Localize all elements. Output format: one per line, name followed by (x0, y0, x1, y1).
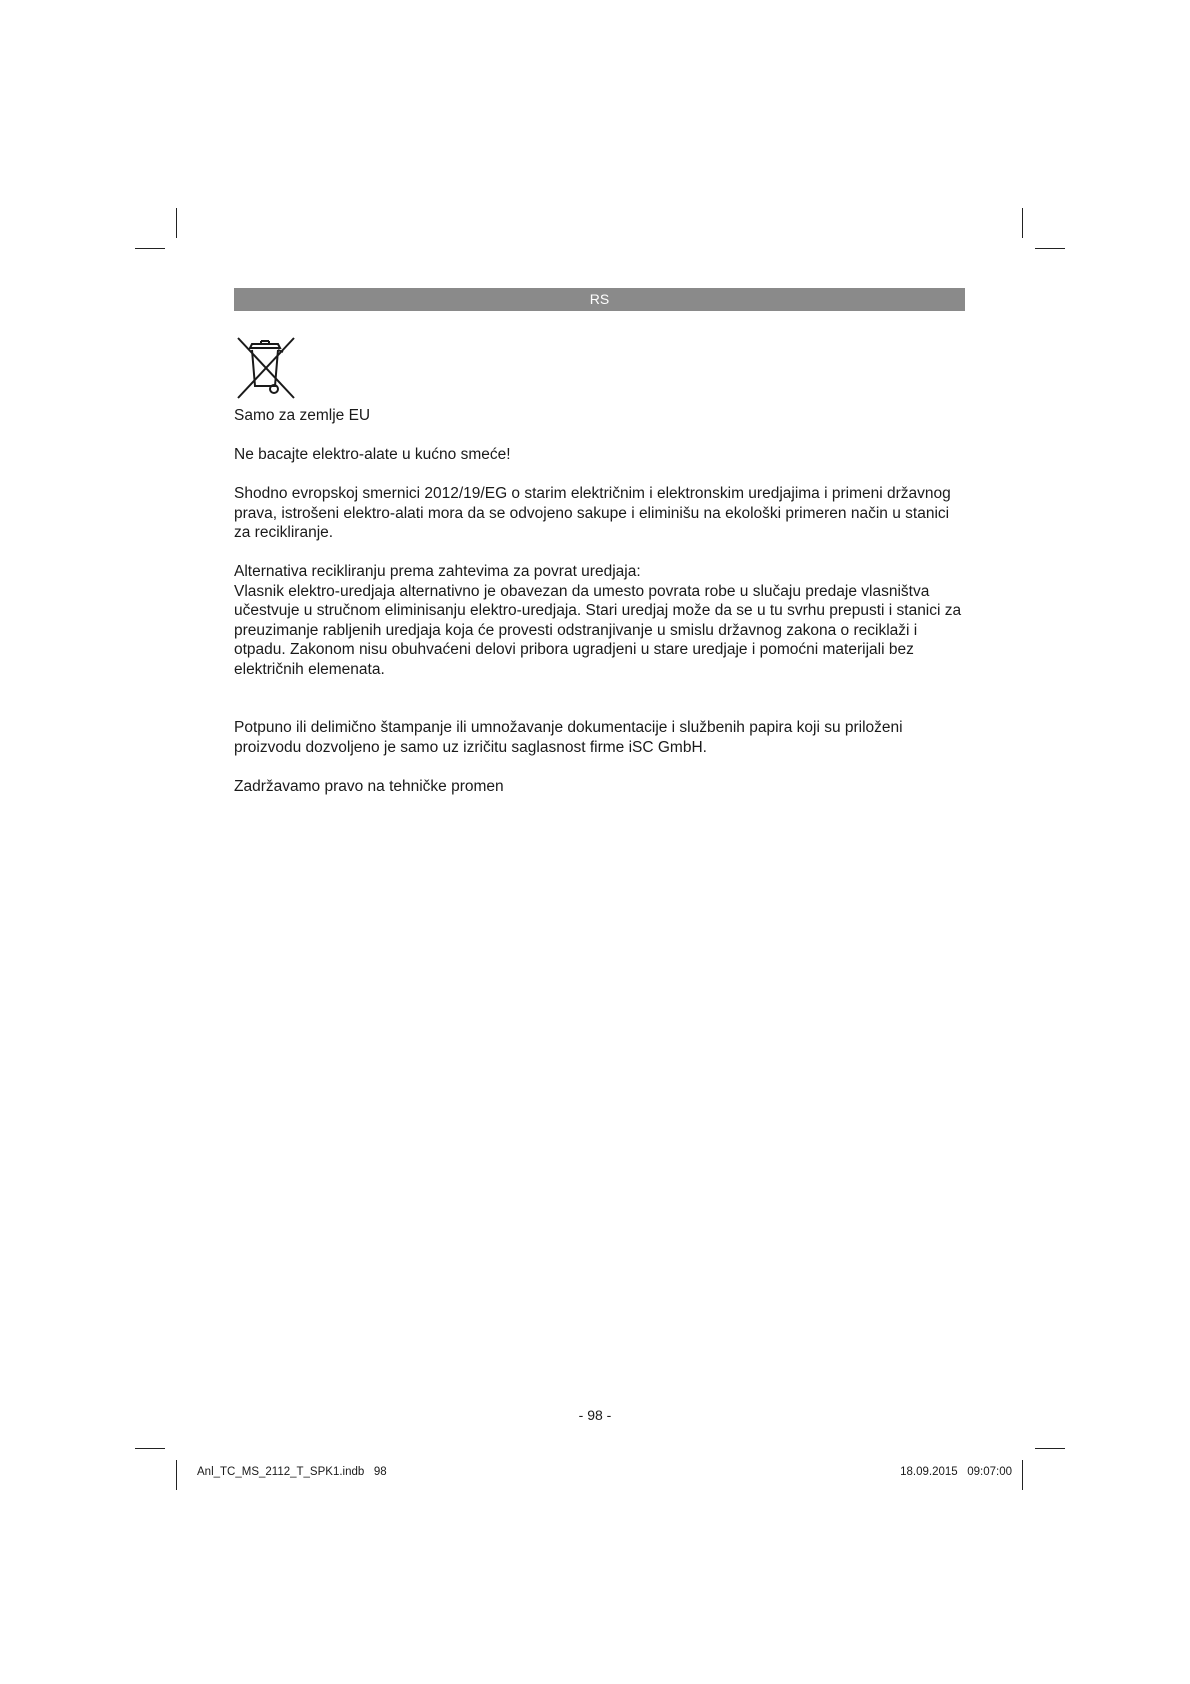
file-slug: Anl_TC_MS_2112_T_SPK1.indb 98 (197, 1466, 387, 1478)
recycling-alternative-heading: Alternativa recikliranju prema zahtevima za povrat uredjaja: (234, 563, 641, 580)
copyright-paragraph: Potpuno ili delimično štampanje ili umnožavanje dokumentacije i službenih papira koji su priloženi proizvodu dozvoljeno je samo uz izričitu saglasnost firme iSC GmbH. (234, 719, 903, 756)
recycling-alternative-body: Vlasnik elektro-uredjaja alternativno je obavezan da umesto povrata robe u slučaju predaje vlasništva učestvuje u stručnom eliminisanju elektro-uredjaja. Stari uredjaj može da se u tu svrhu prepusti i stanici za preuzimanje rabljenih uredjaja koja će provesti odstranjivanje u smislu državnog zakona o reciklaži i otpadu. Zakonom nisu obuhvaćeni delovi pribora ugradjeni u stare uredjaje i pomoćni materijali bez električnih elemenata. (234, 582, 962, 678)
crop-mark-top-left-vertical (176, 208, 177, 238)
crop-mark-bottom-right-vertical (1022, 1460, 1023, 1490)
language-header-bar (234, 288, 965, 311)
crop-mark-top-left-horizontal (135, 248, 165, 249)
print-timestamp: 18.09.2015 09:07:00 (900, 1466, 1012, 1478)
page-number: - 98 - (578, 1407, 612, 1423)
language-code: RS (589, 291, 610, 307)
crop-mark-bottom-left-vertical (176, 1460, 177, 1490)
document-body (234, 406, 969, 816)
disposal-warning: Ne bacajte elektro-alate u kućno smeće! (234, 446, 511, 463)
eu-only-note: Samo za zemlje EU (234, 407, 371, 424)
crossed-out-wheelie-bin-icon (234, 334, 298, 402)
technical-changes-note: Zadržavamo pravo na tehničke promen (234, 777, 504, 795)
crop-mark-top-right-vertical (1022, 208, 1023, 238)
crop-mark-top-right-horizontal (1035, 248, 1065, 249)
spacer (234, 699, 969, 719)
directive-paragraph: Shodno evropskoj smernici 2012/19/EG o starim električnim i elektronskim uredjajima i primeni državnog prava, istrošeni elektro-alati mora da se odvojeno sakupe i eliminišu na ekološki primeren način u stanici za recikliranje. (234, 485, 951, 541)
crop-mark-bottom-left-horizontal (135, 1448, 165, 1449)
crop-mark-bottom-right-horizontal (1035, 1448, 1065, 1449)
